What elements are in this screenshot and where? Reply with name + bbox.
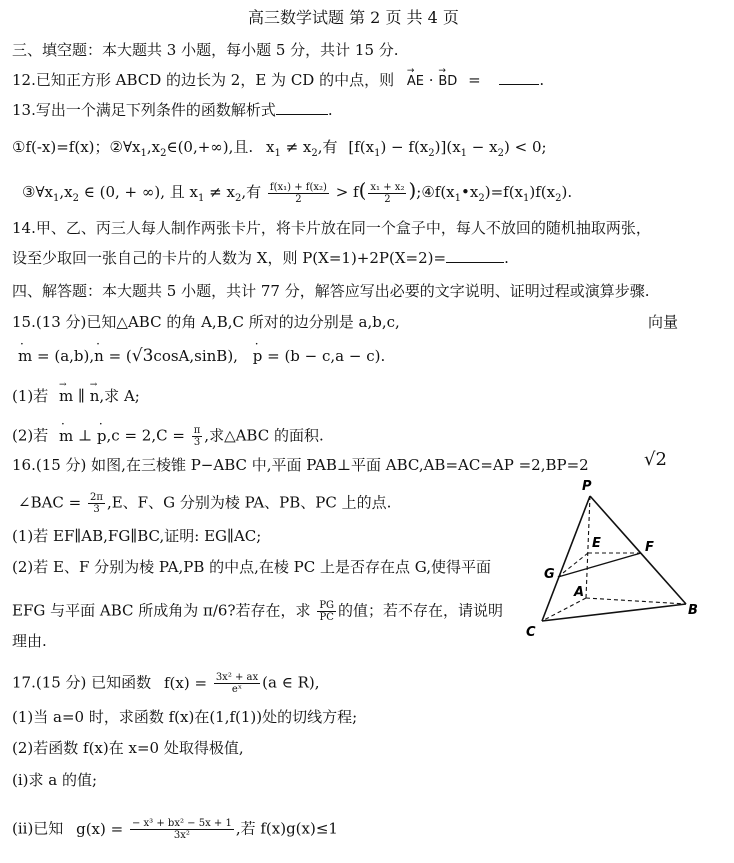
q17-ii-text: (ii)已知 xyxy=(12,819,64,838)
label-A: A xyxy=(574,585,585,600)
label-P: P xyxy=(582,479,592,494)
cond4-e: ). xyxy=(561,183,573,201)
q15-1-tail: ,求 A; xyxy=(99,387,140,405)
question-17-part2-i: (i)求 a 的值; xyxy=(12,771,98,789)
q12-period: . xyxy=(539,71,545,89)
q15-m-value: = (a,b), xyxy=(32,347,95,365)
edge-CB xyxy=(542,604,686,621)
cond3-gt: > f xyxy=(335,183,359,201)
cond4-c: )=f(x xyxy=(484,183,524,201)
cond3-fraction-right xyxy=(368,182,406,205)
label-B: B xyxy=(688,603,698,618)
question-17-part2-ii xyxy=(12,818,338,841)
cond1-ineq-d: − x xyxy=(467,138,498,156)
vector-m-2: · m xyxy=(59,426,73,446)
question-16-stem: 16.(15 分) 如图,在三棱锥 P−ABC 中,平面 PAB⊥平面 ABC,AB=AC=AP =2,BP=2 xyxy=(12,456,589,474)
sqrt-3: √3 xyxy=(131,346,154,366)
vector-n: · n xyxy=(94,346,104,366)
cond3-domain: ∈ (0, + ∞), xyxy=(78,183,165,201)
cond1-x1: x xyxy=(265,138,275,156)
cond1-ineq: [f(x xyxy=(348,138,375,156)
vector-n-arrow: → n xyxy=(90,386,100,406)
question-14-line2 xyxy=(12,248,509,268)
cond1-ineq-e: ) < 0; xyxy=(503,138,547,156)
cond1-neq: ≠ x xyxy=(280,138,312,156)
q17-fx: f(x) = xyxy=(163,673,208,692)
cond1-domain: ∈(0,+∞),且. xyxy=(166,138,254,156)
equals-sign: = xyxy=(468,71,481,89)
q13-answer-blank[interactable] xyxy=(276,100,328,115)
question-15-part2 xyxy=(12,425,324,448)
label-G: G xyxy=(544,567,555,582)
cond4-d: )f(x xyxy=(529,183,556,201)
q17-gx: g(x) = xyxy=(76,819,124,838)
page-header: 高三数学试题 第 2 页 共 4 页 xyxy=(248,8,459,27)
q15-vector-word: 向量 xyxy=(648,313,679,331)
q16-sqrt2: √2 xyxy=(644,449,667,470)
cond3-x2: ,x xyxy=(59,183,73,201)
question-16-part2: (2)若 E、F 分别为棱 PA,PB 的中点,在棱 PC 上是否存在点 G,使得平面 xyxy=(12,558,491,576)
question-17-part2: (2)若函数 f(x)在 x=0 处取得极值, xyxy=(12,739,244,757)
q15-2-cond: ,c = 2,C = xyxy=(106,426,185,445)
q12-text: 12.已知正方形 ABCD 的边长为 2，E 为 CD 的中点，则 xyxy=(12,71,395,89)
q14-text: 设至少取回一张自己的卡片的人数为 X，则 P(X=1)+2P(X=2)= xyxy=(12,249,447,267)
q12-answer-blank[interactable] xyxy=(499,70,539,85)
edge-PB xyxy=(590,496,686,604)
q15-2-tail: ,求△ABC 的面积. xyxy=(204,426,324,445)
question-15-vectors xyxy=(18,346,385,366)
vector-AE: → AE xyxy=(407,72,424,92)
q15-2-text: (2)若 xyxy=(12,426,49,445)
question-16-part1: (1)若 EF∥AB,FG∥BC,证明: EG∥AC; xyxy=(12,527,262,545)
perp-sign: ⊥ xyxy=(73,426,97,445)
q16-3-tail: 的值；若不存在，请说明 xyxy=(338,601,504,620)
label-C: C xyxy=(526,625,536,640)
vector-p: · p xyxy=(253,346,263,366)
edge-AC xyxy=(542,598,586,621)
cond3-you: ,有 xyxy=(241,183,262,201)
cond3-x1: 且 x xyxy=(169,183,198,201)
vector-m-arrow: → m xyxy=(59,386,73,406)
question-15-part1 xyxy=(12,386,140,406)
parallel-sign: ∥ xyxy=(73,387,90,405)
question-15-stem: 15.(13 分)已知△ABC 的角 A,B,C 所对的边分别是 a,b,c, xyxy=(12,313,400,331)
frac-pg: PG xyxy=(319,600,335,611)
label-E: E xyxy=(592,536,601,551)
q17-fraction xyxy=(214,672,260,695)
edge-AB xyxy=(586,598,686,604)
frac-3b: 3 xyxy=(93,504,100,515)
edge-PC xyxy=(542,496,590,621)
question-13 xyxy=(12,100,333,120)
cond1-ineq-c: )](x xyxy=(434,138,461,156)
question-12 xyxy=(12,70,544,92)
condition-3-4: $③\forall x_1,x_2$ ∈ (0, + ∞), 且 $x_1 \ne x_2$,有 $\frac{\text{f(x₁) + f(x₂)}}{2}$ > f( $\frac{\text{x₁ + x₂}}{2}$ )$;④f(x_1•x_2)=f(x_1)f(x_2)$. xyxy=(22,178,573,205)
cond1-text: ①f(-x)=f(x)；②∀x xyxy=(12,138,141,156)
q14-period: . xyxy=(504,249,509,267)
cond1-x2: ,x xyxy=(146,138,161,156)
cond3-frac-num: f(x₁) + f(x₂) xyxy=(269,181,327,193)
q15-1-text: (1)若 xyxy=(12,387,49,405)
question-16-angle xyxy=(18,492,391,515)
vector-BD: → BD xyxy=(438,72,457,92)
pyramid-figure xyxy=(520,476,720,646)
q15-n-open: = ( xyxy=(103,347,132,365)
q15-n-rest: cosA,sinB), xyxy=(153,347,238,365)
dot-operator: · xyxy=(428,71,434,89)
cond1-you: ,有 xyxy=(317,138,338,156)
edge-EG xyxy=(558,553,588,577)
question-17-part1: (1)当 a=0 时，求函数 f(x)在(1,f(1))处的切线方程; xyxy=(12,708,358,726)
cond4-text: ;④f(x xyxy=(416,183,455,201)
section-answer-title: 四、解答题：本大题共 5 小题，共计 77 分，解答应写出必要的文字说明、证明过程或演算步骤. xyxy=(12,282,650,300)
question-16-part2-cont xyxy=(12,600,503,623)
cond3-fraction-left xyxy=(268,182,329,205)
pi-over-3 xyxy=(192,425,203,448)
frac-pc: PC xyxy=(319,612,334,623)
q16-points: ,E、F、G 分别为棱 PA、PB、PC 上的点. xyxy=(106,493,392,512)
edge-PA xyxy=(586,496,590,598)
condition-1-2: ①f(-x)=f(x)；$②\forall x_1,x_2\in(0,+\infty)$,且. $x_1 \ne x_2$,有 $[f(x_1) - f(x_2)](x_1 - x_2) < 0$; xyxy=(12,138,547,159)
frac-3: 3 xyxy=(193,437,201,448)
frac-pi: π xyxy=(193,425,201,436)
label-F: F xyxy=(645,540,654,555)
q17-ii-tail: ,若 f(x)g(x)≤1 xyxy=(235,819,338,838)
cond3-text: ③∀x xyxy=(22,183,53,201)
question-14-line1: 14.甲、乙、丙三人每人制作两张卡片，将卡片放在同一个盒子中，每人不放回的随机抽取两张， xyxy=(12,219,651,237)
q16-3-text: EFG 与平面 ABC 所成角为 π/6?若存在，求 xyxy=(12,601,311,620)
cond3-frac-den: 2 xyxy=(295,193,302,205)
q13-period: . xyxy=(327,101,333,119)
edge-GF xyxy=(558,553,641,577)
pg-over-pc xyxy=(317,600,336,623)
question-16-reason: 理由. xyxy=(12,632,47,650)
q17-g-num: − x³ + bx² − 5x + 1 xyxy=(131,818,232,829)
q17-g-fraction xyxy=(130,818,234,841)
q17-text: 17.(15 分) 已知函数 xyxy=(12,673,152,692)
q17-frac-den: eˣ xyxy=(231,684,243,695)
q14-answer-blank[interactable] xyxy=(446,248,504,263)
question-17-stem xyxy=(12,672,320,695)
vector-p-2: · p xyxy=(97,426,107,446)
q17-frac-num: 3x² + ax xyxy=(215,672,259,683)
cond3-frac2-den: 2 xyxy=(384,193,391,205)
q17-g-den: 3x² xyxy=(173,830,190,841)
cond1-ineq-b: ) − f(x xyxy=(380,138,429,156)
q15-p-value: = (b − c,a − c). xyxy=(262,347,386,365)
q13-text: 13.写出一个满足下列条件的函数解析式 xyxy=(12,101,276,119)
cond3-neq: ≠ x xyxy=(204,183,235,201)
angle-BAC: ∠BAC = xyxy=(18,493,82,512)
vector-m: · m xyxy=(18,346,32,366)
cond3-frac2-num: x₁ + x₂ xyxy=(370,181,405,193)
frac-2pi: 2π xyxy=(90,492,103,503)
q17-domain: (a ∈ R), xyxy=(262,673,320,692)
section-fill-blank-title: 三、填空题：本大题共 3 小题，每小题 5 分，共计 15 分. xyxy=(12,41,399,59)
two-pi-over-3 xyxy=(88,492,105,515)
cond4-b: •x xyxy=(461,183,479,201)
